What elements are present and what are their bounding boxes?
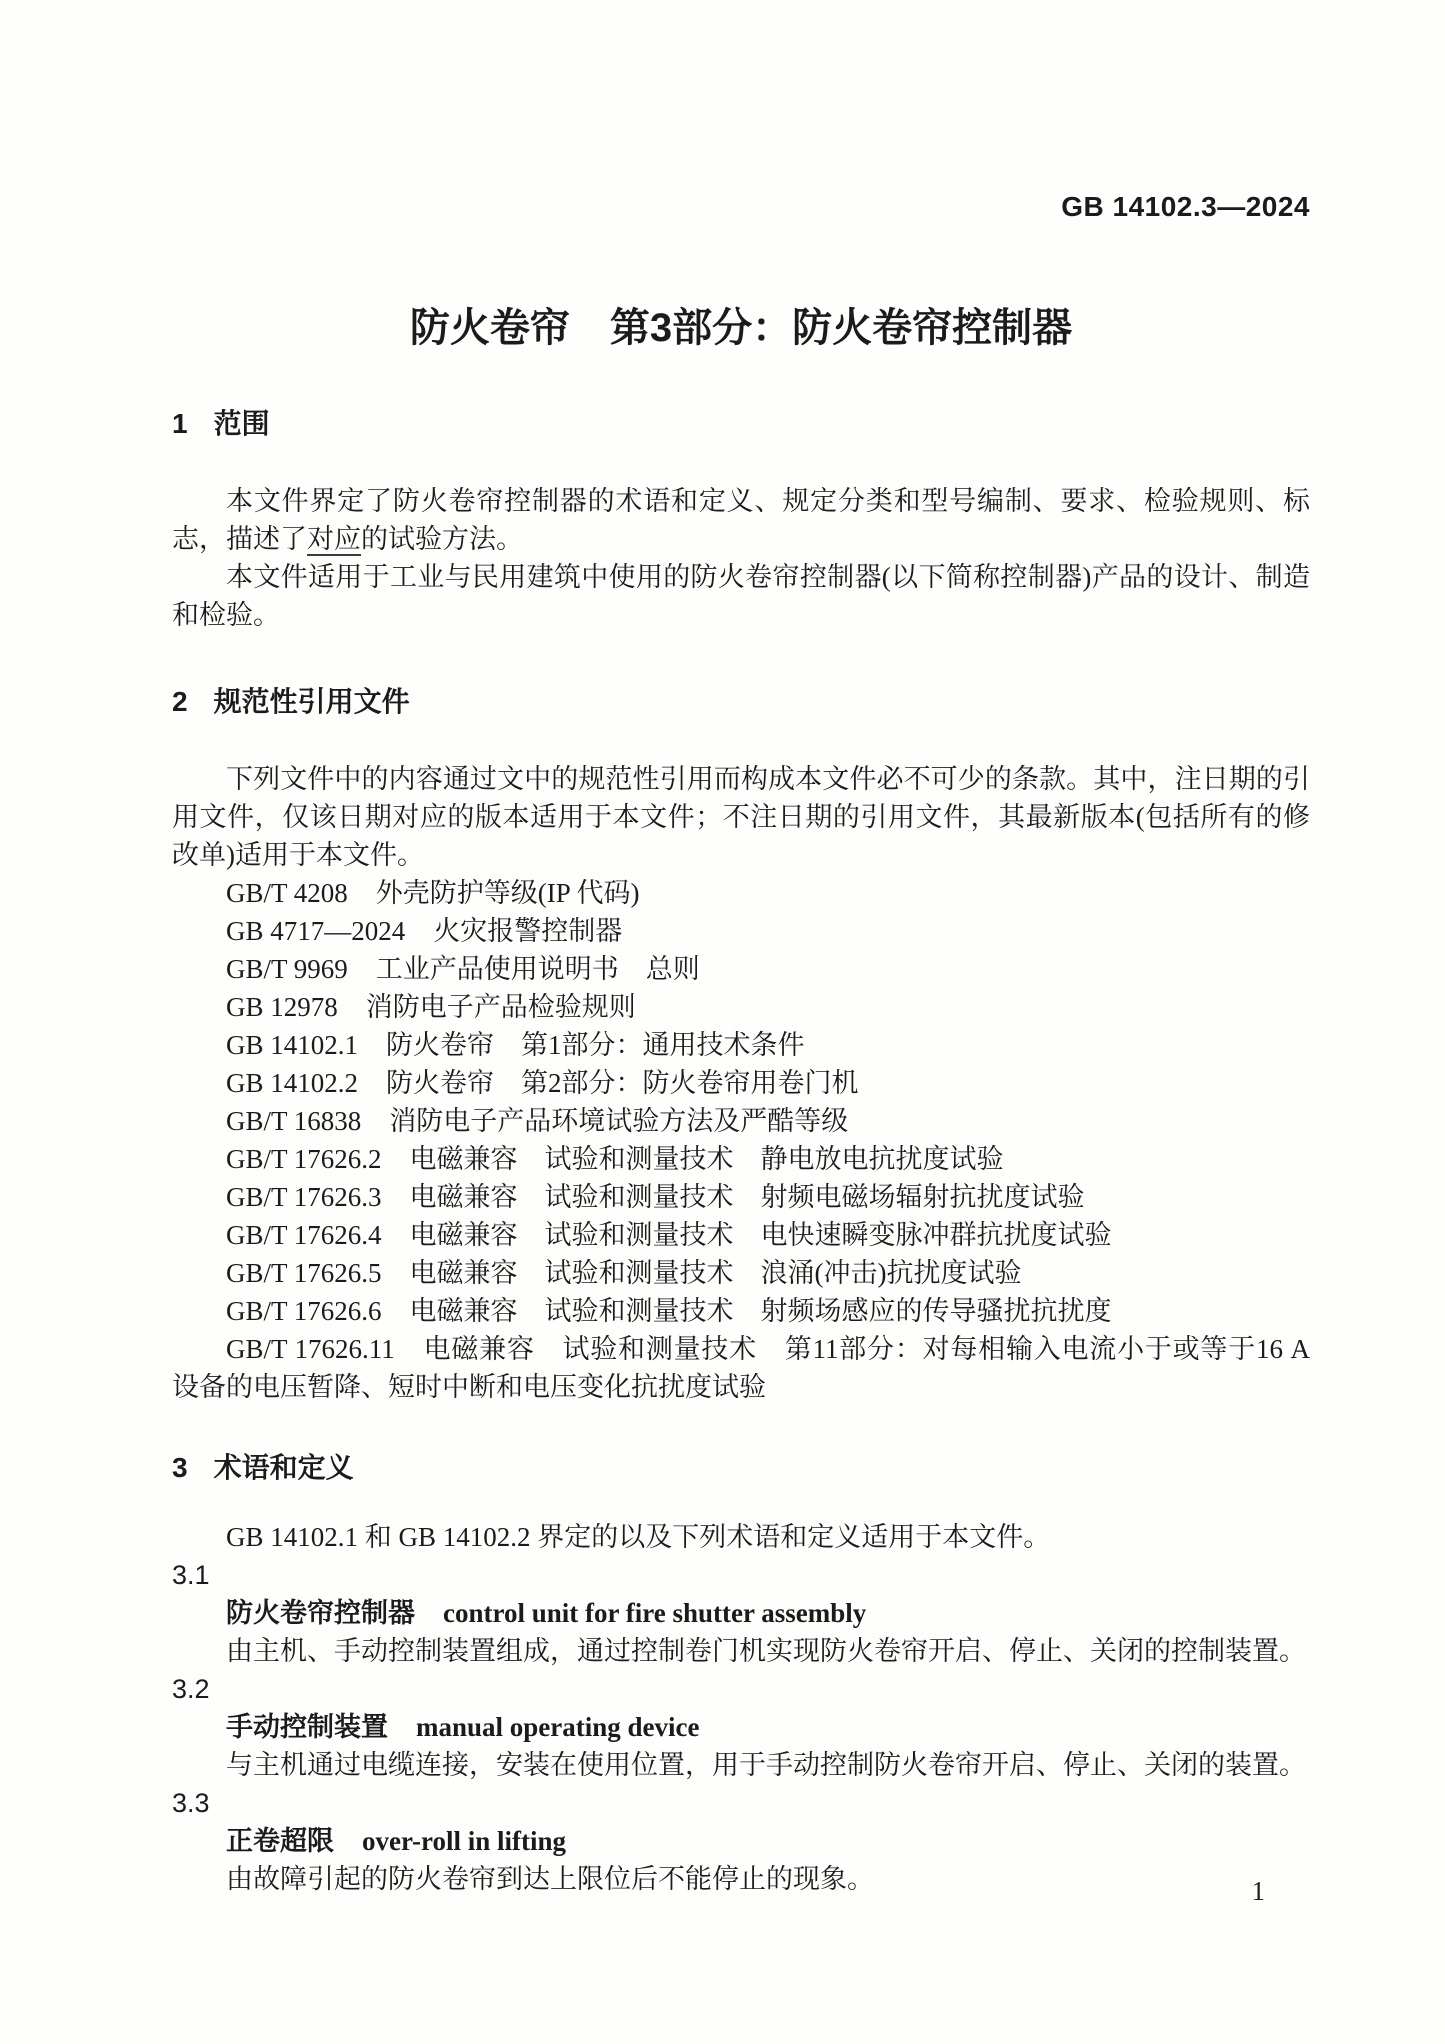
reference-title: 电磁兼容 试验和测量技术 浪涌(冲击)抗扰度试验 bbox=[409, 1258, 1022, 1288]
term-title-en: over-roll in lifting bbox=[362, 1826, 566, 1856]
reference-title: 火灾报警控制器 bbox=[433, 916, 623, 946]
reference-item bbox=[172, 1140, 1310, 1178]
reference-item bbox=[172, 988, 1310, 1026]
reference-item bbox=[172, 1178, 1310, 1216]
term-title-zh: 正卷超限 bbox=[226, 1826, 334, 1856]
reference-code: GB 14102.1 bbox=[226, 1030, 359, 1060]
scope-paragraph-1-tail: 的试验方法。 bbox=[361, 524, 523, 554]
term-entry-number: 3.1 bbox=[172, 1560, 210, 1590]
term-title bbox=[172, 1594, 1310, 1632]
term-definition: 由主机、手动控制装置组成，通过控制卷门机实现防火卷帘开启、停止、关闭的控制装置。 bbox=[226, 1636, 1306, 1666]
term-title-zh: 防火卷帘控制器 bbox=[226, 1598, 415, 1628]
reference-item bbox=[172, 950, 1310, 988]
reference-code: GB 14102.2 bbox=[226, 1068, 359, 1098]
reference-code: GB/T 17626.3 bbox=[226, 1182, 382, 1212]
scope-paragraph-1 bbox=[172, 482, 1310, 558]
normative-references-intro: 下列文件中的内容通过文中的规范性引用而构成本文件必不可少的条款。其中，注日期的引用文件，仅该日期对应的版本适用于本文件；不注日期的引用文件，其最新版本(包括所有的修改单)适用于本文件。 bbox=[172, 764, 1310, 870]
term-title-zh: 手动控制装置 bbox=[226, 1712, 388, 1742]
reference-item bbox=[172, 1292, 1310, 1330]
reference-code: GB/T 17626.5 bbox=[226, 1258, 382, 1288]
reference-code: GB 4717—2024 bbox=[226, 916, 406, 946]
term-definition: 由故障引起的防火卷帘到达上限位后不能停止的现象。 bbox=[226, 1864, 874, 1894]
reference-item bbox=[172, 1102, 1310, 1140]
term-entry bbox=[172, 1556, 1310, 1670]
term-entry bbox=[172, 1784, 1310, 1898]
reference-title: 电磁兼容 试验和测量技术 射频电磁场辐射抗扰度试验 bbox=[409, 1182, 1085, 1212]
reference-item bbox=[172, 1064, 1310, 1102]
section-number: 3 bbox=[172, 1452, 188, 1483]
reference-item bbox=[172, 1026, 1310, 1064]
reference-code: GB 12978 bbox=[226, 992, 338, 1022]
term-entry-number: 3.2 bbox=[172, 1674, 210, 1704]
term-definition: 与主机通过电缆连接，安装在使用位置，用于手动控制防火卷帘开启、停止、关闭的装置。 bbox=[226, 1750, 1306, 1780]
reference-code: GB/T 17626.4 bbox=[226, 1220, 382, 1250]
reference-title: 外壳防护等级(IP 代码) bbox=[375, 878, 640, 908]
term-title bbox=[172, 1822, 1310, 1860]
term-title-en: control unit for fire shutter assembly bbox=[443, 1598, 867, 1628]
reference-code: GB/T 17626.11 bbox=[226, 1334, 395, 1364]
section-heading-scope bbox=[172, 404, 1310, 444]
document-title: 防火卷帘 第3部分：防火卷帘控制器 bbox=[409, 306, 1073, 350]
reference-title: 消防电子产品检验规则 bbox=[365, 992, 636, 1022]
reference-title: 电磁兼容 试验和测量技术 静电放电抗扰度试验 bbox=[409, 1144, 1004, 1174]
reference-title: 电磁兼容 试验和测量技术 第11部分：对每相输入电流小于或等于16 A设备的电压暂降、短时中断和电压变化抗扰度试验 bbox=[172, 1334, 1310, 1402]
scope-paragraph-1-text: 本文件界定了防火卷帘控制器的术语和定义、规定分类和型号编制、要求、检验规则、标志，描述了 bbox=[172, 486, 1310, 554]
page-number: 1 bbox=[1251, 1876, 1265, 1906]
term-title-en: manual operating device bbox=[416, 1712, 700, 1742]
section-heading-label: 范围 bbox=[213, 408, 270, 439]
section-number: 2 bbox=[172, 686, 188, 717]
section-heading-terms bbox=[172, 1448, 1310, 1488]
term-entry-number: 3.3 bbox=[172, 1788, 210, 1818]
normative-reference-list bbox=[172, 874, 1310, 1406]
reference-title: 电磁兼容 试验和测量技术 射频场感应的传导骚扰抗扰度 bbox=[409, 1296, 1112, 1326]
reference-title: 防火卷帘 第1部分：通用技术条件 bbox=[386, 1030, 805, 1060]
reference-item bbox=[172, 1254, 1310, 1292]
reference-title: 消防电子产品环境试验方法及严酷等级 bbox=[389, 1106, 849, 1136]
reference-code: GB/T 9969 bbox=[226, 954, 348, 984]
terms-intro: GB 14102.1 和 GB 14102.2 界定的以及下列术语和定义适用于本文件。 bbox=[226, 1522, 1051, 1552]
reference-title: 电磁兼容 试验和测量技术 电快速瞬变脉冲群抗扰度试验 bbox=[409, 1220, 1112, 1250]
reference-code: GB/T 4208 bbox=[226, 878, 348, 908]
term-entry bbox=[172, 1670, 1310, 1784]
term-title bbox=[172, 1708, 1310, 1746]
section-heading-label: 规范性引用文件 bbox=[213, 686, 410, 717]
reference-title: 防火卷帘 第2部分：防火卷帘用卷门机 bbox=[386, 1068, 859, 1098]
scope-paragraph-2: 本文件适用于工业与民用建筑中使用的防火卷帘控制器(以下简称控制器)产品的设计、制造和检验。 bbox=[172, 562, 1310, 630]
standard-code-header: GB 14102.3—2024 bbox=[1061, 191, 1310, 222]
reference-title: 工业产品使用说明书 总则 bbox=[375, 954, 700, 984]
reference-item bbox=[172, 1330, 1310, 1406]
section-number: 1 bbox=[172, 408, 188, 439]
reference-item bbox=[172, 912, 1310, 950]
reference-item bbox=[172, 1216, 1310, 1254]
underline-annotation: 对应 bbox=[307, 524, 361, 554]
reference-code: GB/T 17626.2 bbox=[226, 1144, 382, 1174]
section-heading-label: 术语和定义 bbox=[213, 1452, 354, 1483]
reference-item bbox=[172, 874, 1310, 912]
reference-code: GB/T 17626.6 bbox=[226, 1296, 382, 1326]
reference-code: GB/T 16838 bbox=[226, 1106, 362, 1136]
section-heading-normative-references bbox=[172, 682, 1310, 722]
